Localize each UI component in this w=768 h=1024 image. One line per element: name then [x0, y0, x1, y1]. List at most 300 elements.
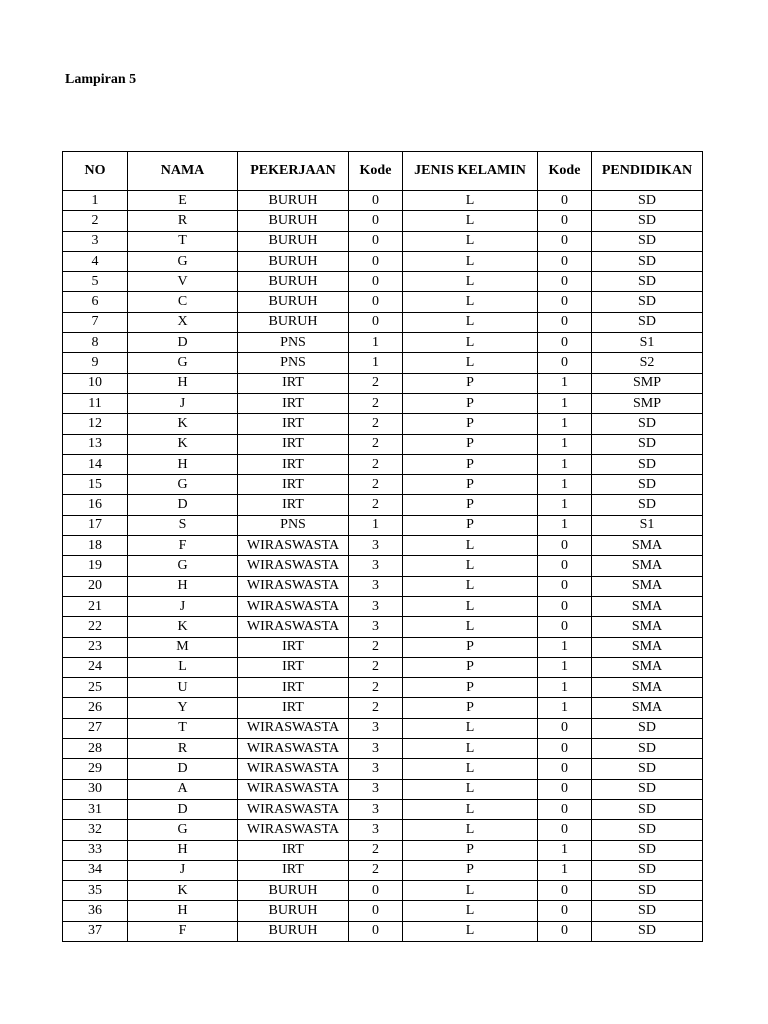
cell-kode-jenis-kelamin: 0	[538, 536, 592, 556]
table-header	[63, 152, 703, 191]
cell-no: 6	[63, 292, 128, 312]
cell-pekerjaan: WIRASWASTA	[238, 556, 349, 576]
table-row	[63, 536, 703, 556]
cell-kode-jenis-kelamin: 1	[538, 698, 592, 718]
table-row	[63, 698, 703, 718]
cell-kode-pekerjaan: 0	[349, 251, 403, 271]
cell-nama: K	[128, 414, 238, 434]
cell-pekerjaan: WIRASWASTA	[238, 779, 349, 799]
cell-kode-pekerjaan: 2	[349, 475, 403, 495]
cell-kode-pekerjaan: 0	[349, 901, 403, 921]
cell-no: 17	[63, 515, 128, 535]
cell-jenis-kelamin: L	[403, 191, 538, 211]
cell-pendidikan: S1	[592, 333, 703, 353]
cell-kode-jenis-kelamin: 0	[538, 779, 592, 799]
cell-jenis-kelamin: L	[403, 333, 538, 353]
cell-pendidikan: SD	[592, 251, 703, 271]
header-pekerjaan: PEKERJAAN	[238, 152, 349, 191]
cell-kode-pekerjaan: 2	[349, 840, 403, 860]
cell-no: 32	[63, 820, 128, 840]
cell-nama: F	[128, 921, 238, 941]
table-row	[63, 860, 703, 880]
cell-pendidikan: SMA	[592, 536, 703, 556]
cell-pekerjaan: WIRASWASTA	[238, 576, 349, 596]
cell-kode-jenis-kelamin: 1	[538, 475, 592, 495]
cell-pendidikan: SD	[592, 759, 703, 779]
table-row	[63, 556, 703, 576]
table-row	[63, 840, 703, 860]
cell-pekerjaan: WIRASWASTA	[238, 617, 349, 637]
cell-no: 11	[63, 393, 128, 413]
cell-kode-pekerjaan: 3	[349, 718, 403, 738]
page-title: Lampiran 5	[65, 72, 137, 87]
cell-no: 25	[63, 678, 128, 698]
cell-nama: G	[128, 353, 238, 373]
cell-no: 5	[63, 272, 128, 292]
table-row	[63, 657, 703, 677]
table-row	[63, 779, 703, 799]
cell-pekerjaan: WIRASWASTA	[238, 759, 349, 779]
cell-kode-jenis-kelamin: 0	[538, 211, 592, 231]
cell-no: 12	[63, 414, 128, 434]
table-row	[63, 718, 703, 738]
cell-kode-jenis-kelamin: 0	[538, 881, 592, 901]
cell-pekerjaan: BURUH	[238, 231, 349, 251]
cell-no: 35	[63, 881, 128, 901]
cell-pekerjaan: PNS	[238, 353, 349, 373]
cell-jenis-kelamin: L	[403, 312, 538, 332]
cell-nama: K	[128, 881, 238, 901]
cell-kode-pekerjaan: 2	[349, 414, 403, 434]
cell-kode-jenis-kelamin: 0	[538, 272, 592, 292]
cell-nama: G	[128, 475, 238, 495]
cell-nama: U	[128, 678, 238, 698]
table-row	[63, 515, 703, 535]
cell-kode-jenis-kelamin: 0	[538, 921, 592, 941]
cell-nama: G	[128, 556, 238, 576]
cell-nama: D	[128, 759, 238, 779]
table-row	[63, 576, 703, 596]
cell-kode-pekerjaan: 0	[349, 881, 403, 901]
cell-kode-pekerjaan: 2	[349, 637, 403, 657]
cell-kode-pekerjaan: 3	[349, 556, 403, 576]
cell-kode-pekerjaan: 2	[349, 434, 403, 454]
cell-kode-pekerjaan: 0	[349, 272, 403, 292]
cell-jenis-kelamin: P	[403, 515, 538, 535]
cell-pekerjaan: BURUH	[238, 211, 349, 231]
cell-nama: H	[128, 373, 238, 393]
data-table	[62, 151, 703, 942]
cell-no: 18	[63, 536, 128, 556]
cell-jenis-kelamin: P	[403, 657, 538, 677]
cell-kode-jenis-kelamin: 0	[538, 251, 592, 271]
cell-kode-jenis-kelamin: 0	[538, 799, 592, 819]
cell-kode-pekerjaan: 2	[349, 373, 403, 393]
cell-kode-pekerjaan: 3	[349, 617, 403, 637]
cell-pendidikan: S2	[592, 353, 703, 373]
cell-jenis-kelamin: L	[403, 596, 538, 616]
table-row	[63, 596, 703, 616]
cell-no: 7	[63, 312, 128, 332]
cell-nama: C	[128, 292, 238, 312]
cell-pekerjaan: WIRASWASTA	[238, 820, 349, 840]
table-row	[63, 820, 703, 840]
cell-nama: A	[128, 779, 238, 799]
table-row	[63, 901, 703, 921]
cell-no: 33	[63, 840, 128, 860]
cell-kode-pekerjaan: 1	[349, 353, 403, 373]
cell-pendidikan: SMA	[592, 678, 703, 698]
cell-jenis-kelamin: P	[403, 840, 538, 860]
cell-kode-jenis-kelamin: 0	[538, 759, 592, 779]
cell-kode-pekerjaan: 3	[349, 739, 403, 759]
cell-kode-pekerjaan: 3	[349, 820, 403, 840]
cell-nama: D	[128, 799, 238, 819]
table-row	[63, 333, 703, 353]
cell-kode-jenis-kelamin: 0	[538, 231, 592, 251]
cell-pendidikan: SD	[592, 799, 703, 819]
cell-jenis-kelamin: L	[403, 272, 538, 292]
table-row	[63, 799, 703, 819]
table-row	[63, 414, 703, 434]
cell-nama: F	[128, 536, 238, 556]
cell-kode-jenis-kelamin: 0	[538, 576, 592, 596]
cell-pendidikan: SD	[592, 454, 703, 474]
cell-kode-jenis-kelamin: 0	[538, 820, 592, 840]
cell-pendidikan: SMA	[592, 596, 703, 616]
cell-pendidikan: SMA	[592, 576, 703, 596]
cell-nama: D	[128, 333, 238, 353]
cell-pekerjaan: IRT	[238, 393, 349, 413]
cell-pekerjaan: BURUH	[238, 881, 349, 901]
cell-nama: T	[128, 718, 238, 738]
cell-pendidikan: SD	[592, 718, 703, 738]
cell-pendidikan: SD	[592, 860, 703, 880]
cell-no: 26	[63, 698, 128, 718]
cell-kode-pekerjaan: 1	[349, 515, 403, 535]
cell-jenis-kelamin: L	[403, 881, 538, 901]
cell-no: 29	[63, 759, 128, 779]
cell-no: 3	[63, 231, 128, 251]
cell-nama: T	[128, 231, 238, 251]
cell-pendidikan: SD	[592, 495, 703, 515]
cell-kode-jenis-kelamin: 0	[538, 353, 592, 373]
header-nama: NAMA	[128, 152, 238, 191]
cell-nama: J	[128, 860, 238, 880]
cell-jenis-kelamin: L	[403, 820, 538, 840]
cell-pendidikan: SMA	[592, 657, 703, 677]
header-jenis-kelamin: JENIS KELAMIN	[403, 152, 538, 191]
cell-jenis-kelamin: P	[403, 454, 538, 474]
cell-pekerjaan: IRT	[238, 475, 349, 495]
cell-nama: K	[128, 617, 238, 637]
cell-pendidikan: SMP	[592, 373, 703, 393]
cell-nama: K	[128, 434, 238, 454]
cell-jenis-kelamin: L	[403, 556, 538, 576]
cell-no: 37	[63, 921, 128, 941]
cell-jenis-kelamin: P	[403, 860, 538, 880]
table-row	[63, 272, 703, 292]
cell-jenis-kelamin: L	[403, 231, 538, 251]
cell-no: 4	[63, 251, 128, 271]
cell-no: 19	[63, 556, 128, 576]
cell-no: 24	[63, 657, 128, 677]
cell-no: 8	[63, 333, 128, 353]
cell-jenis-kelamin: L	[403, 759, 538, 779]
cell-kode-pekerjaan: 3	[349, 576, 403, 596]
cell-pekerjaan: BURUH	[238, 312, 349, 332]
cell-kode-jenis-kelamin: 1	[538, 495, 592, 515]
cell-pekerjaan: IRT	[238, 414, 349, 434]
cell-no: 14	[63, 454, 128, 474]
cell-no: 22	[63, 617, 128, 637]
table-row	[63, 191, 703, 211]
cell-no: 28	[63, 739, 128, 759]
cell-kode-pekerjaan: 2	[349, 495, 403, 515]
table-row	[63, 921, 703, 941]
cell-nama: V	[128, 272, 238, 292]
cell-pekerjaan: IRT	[238, 495, 349, 515]
cell-pekerjaan: IRT	[238, 637, 349, 657]
cell-jenis-kelamin: P	[403, 373, 538, 393]
cell-kode-jenis-kelamin: 0	[538, 333, 592, 353]
cell-pendidikan: SD	[592, 820, 703, 840]
cell-pendidikan: SMA	[592, 637, 703, 657]
cell-kode-jenis-kelamin: 1	[538, 637, 592, 657]
cell-jenis-kelamin: P	[403, 698, 538, 718]
header-kode-jenis-kelamin: Kode	[538, 152, 592, 191]
cell-no: 31	[63, 799, 128, 819]
cell-jenis-kelamin: P	[403, 678, 538, 698]
cell-no: 30	[63, 779, 128, 799]
cell-kode-pekerjaan: 3	[349, 759, 403, 779]
cell-pendidikan: SMA	[592, 698, 703, 718]
cell-pendidikan: SD	[592, 779, 703, 799]
cell-nama: X	[128, 312, 238, 332]
cell-kode-pekerjaan: 1	[349, 333, 403, 353]
table-row	[63, 353, 703, 373]
cell-kode-jenis-kelamin: 0	[538, 739, 592, 759]
table-row	[63, 759, 703, 779]
cell-jenis-kelamin: L	[403, 292, 538, 312]
cell-pekerjaan: IRT	[238, 657, 349, 677]
cell-jenis-kelamin: L	[403, 536, 538, 556]
cell-kode-jenis-kelamin: 0	[538, 312, 592, 332]
cell-pendidikan: SD	[592, 272, 703, 292]
cell-nama: H	[128, 454, 238, 474]
cell-kode-jenis-kelamin: 1	[538, 840, 592, 860]
cell-no: 9	[63, 353, 128, 373]
cell-pekerjaan: WIRASWASTA	[238, 596, 349, 616]
cell-pendidikan: SD	[592, 231, 703, 251]
table-row	[63, 495, 703, 515]
cell-kode-jenis-kelamin: 0	[538, 617, 592, 637]
cell-kode-pekerjaan: 3	[349, 799, 403, 819]
cell-kode-jenis-kelamin: 1	[538, 657, 592, 677]
cell-pekerjaan: IRT	[238, 860, 349, 880]
cell-no: 1	[63, 191, 128, 211]
table-row	[63, 312, 703, 332]
table-row	[63, 637, 703, 657]
cell-kode-jenis-kelamin: 0	[538, 292, 592, 312]
cell-no: 13	[63, 434, 128, 454]
cell-pendidikan: SD	[592, 901, 703, 921]
cell-kode-pekerjaan: 2	[349, 698, 403, 718]
cell-jenis-kelamin: P	[403, 495, 538, 515]
cell-pekerjaan: IRT	[238, 454, 349, 474]
cell-kode-jenis-kelamin: 1	[538, 414, 592, 434]
cell-nama: D	[128, 495, 238, 515]
cell-no: 23	[63, 637, 128, 657]
cell-pekerjaan: WIRASWASTA	[238, 536, 349, 556]
cell-kode-pekerjaan: 0	[349, 231, 403, 251]
table-row	[63, 475, 703, 495]
cell-pekerjaan: IRT	[238, 373, 349, 393]
header-no: NO	[63, 152, 128, 191]
cell-kode-pekerjaan: 0	[349, 312, 403, 332]
cell-kode-jenis-kelamin: 0	[538, 718, 592, 738]
cell-kode-jenis-kelamin: 1	[538, 373, 592, 393]
header-pendidikan: PENDIDIKAN	[592, 152, 703, 191]
cell-nama: Y	[128, 698, 238, 718]
cell-nama: S	[128, 515, 238, 535]
table-row	[63, 292, 703, 312]
cell-jenis-kelamin: L	[403, 739, 538, 759]
cell-jenis-kelamin: L	[403, 921, 538, 941]
cell-pendidikan: SD	[592, 840, 703, 860]
table-row	[63, 251, 703, 271]
cell-nama: R	[128, 739, 238, 759]
cell-nama: E	[128, 191, 238, 211]
cell-kode-pekerjaan: 0	[349, 211, 403, 231]
cell-jenis-kelamin: L	[403, 718, 538, 738]
cell-kode-jenis-kelamin: 0	[538, 191, 592, 211]
cell-pendidikan: SD	[592, 292, 703, 312]
cell-no: 16	[63, 495, 128, 515]
cell-kode-jenis-kelamin: 1	[538, 434, 592, 454]
cell-pendidikan: SD	[592, 434, 703, 454]
cell-pekerjaan: WIRASWASTA	[238, 739, 349, 759]
cell-pekerjaan: BURUH	[238, 901, 349, 921]
cell-kode-pekerjaan: 2	[349, 860, 403, 880]
cell-jenis-kelamin: L	[403, 576, 538, 596]
cell-kode-jenis-kelamin: 1	[538, 454, 592, 474]
cell-pendidikan: S1	[592, 515, 703, 535]
table-body	[63, 191, 703, 942]
cell-pekerjaan: IRT	[238, 678, 349, 698]
header-row	[63, 152, 703, 191]
cell-nama: G	[128, 251, 238, 271]
cell-pendidikan: SMA	[592, 617, 703, 637]
cell-pendidikan: SD	[592, 191, 703, 211]
cell-pekerjaan: WIRASWASTA	[238, 799, 349, 819]
cell-no: 15	[63, 475, 128, 495]
cell-jenis-kelamin: L	[403, 901, 538, 921]
cell-kode-jenis-kelamin: 0	[538, 901, 592, 921]
cell-kode-jenis-kelamin: 1	[538, 393, 592, 413]
cell-no: 36	[63, 901, 128, 921]
cell-pekerjaan: PNS	[238, 333, 349, 353]
cell-pekerjaan: BURUH	[238, 191, 349, 211]
cell-jenis-kelamin: L	[403, 353, 538, 373]
cell-jenis-kelamin: P	[403, 637, 538, 657]
cell-nama: H	[128, 576, 238, 596]
cell-jenis-kelamin: P	[403, 393, 538, 413]
cell-kode-pekerjaan: 2	[349, 454, 403, 474]
cell-kode-jenis-kelamin: 1	[538, 515, 592, 535]
cell-kode-jenis-kelamin: 1	[538, 678, 592, 698]
cell-nama: R	[128, 211, 238, 231]
cell-nama: J	[128, 393, 238, 413]
cell-kode-pekerjaan: 3	[349, 596, 403, 616]
cell-pendidikan: SD	[592, 475, 703, 495]
cell-jenis-kelamin: P	[403, 434, 538, 454]
cell-no: 21	[63, 596, 128, 616]
table-row	[63, 393, 703, 413]
cell-kode-jenis-kelamin: 0	[538, 596, 592, 616]
cell-jenis-kelamin: L	[403, 211, 538, 231]
cell-pekerjaan: IRT	[238, 840, 349, 860]
cell-pekerjaan: IRT	[238, 698, 349, 718]
table-row	[63, 211, 703, 231]
cell-pekerjaan: BURUH	[238, 921, 349, 941]
cell-jenis-kelamin: P	[403, 414, 538, 434]
cell-jenis-kelamin: L	[403, 251, 538, 271]
cell-pendidikan: SD	[592, 881, 703, 901]
cell-pekerjaan: PNS	[238, 515, 349, 535]
cell-jenis-kelamin: L	[403, 799, 538, 819]
cell-nama: G	[128, 820, 238, 840]
cell-kode-pekerjaan: 2	[349, 678, 403, 698]
cell-pekerjaan: WIRASWASTA	[238, 718, 349, 738]
table-row	[63, 434, 703, 454]
table-row	[63, 881, 703, 901]
cell-pekerjaan: BURUH	[238, 251, 349, 271]
cell-nama: M	[128, 637, 238, 657]
table-row	[63, 739, 703, 759]
cell-kode-jenis-kelamin: 0	[538, 556, 592, 576]
cell-kode-pekerjaan: 0	[349, 191, 403, 211]
table-row	[63, 678, 703, 698]
cell-kode-pekerjaan: 3	[349, 779, 403, 799]
cell-no: 20	[63, 576, 128, 596]
cell-kode-pekerjaan: 2	[349, 393, 403, 413]
header-kode-pekerjaan: Kode	[349, 152, 403, 191]
cell-jenis-kelamin: L	[403, 779, 538, 799]
table-row	[63, 231, 703, 251]
cell-jenis-kelamin: P	[403, 475, 538, 495]
cell-pekerjaan: BURUH	[238, 292, 349, 312]
cell-kode-pekerjaan: 2	[349, 657, 403, 677]
cell-kode-pekerjaan: 0	[349, 292, 403, 312]
cell-kode-pekerjaan: 0	[349, 921, 403, 941]
cell-nama: H	[128, 901, 238, 921]
cell-no: 27	[63, 718, 128, 738]
cell-pekerjaan: BURUH	[238, 272, 349, 292]
cell-pendidikan: SD	[592, 921, 703, 941]
cell-no: 34	[63, 860, 128, 880]
cell-no: 2	[63, 211, 128, 231]
table-row	[63, 617, 703, 637]
cell-nama: J	[128, 596, 238, 616]
cell-pendidikan: SMA	[592, 556, 703, 576]
cell-pendidikan: SD	[592, 414, 703, 434]
cell-kode-pekerjaan: 3	[349, 536, 403, 556]
cell-pendidikan: SD	[592, 211, 703, 231]
cell-pendidikan: SMP	[592, 393, 703, 413]
cell-pendidikan: SD	[592, 739, 703, 759]
cell-nama: L	[128, 657, 238, 677]
